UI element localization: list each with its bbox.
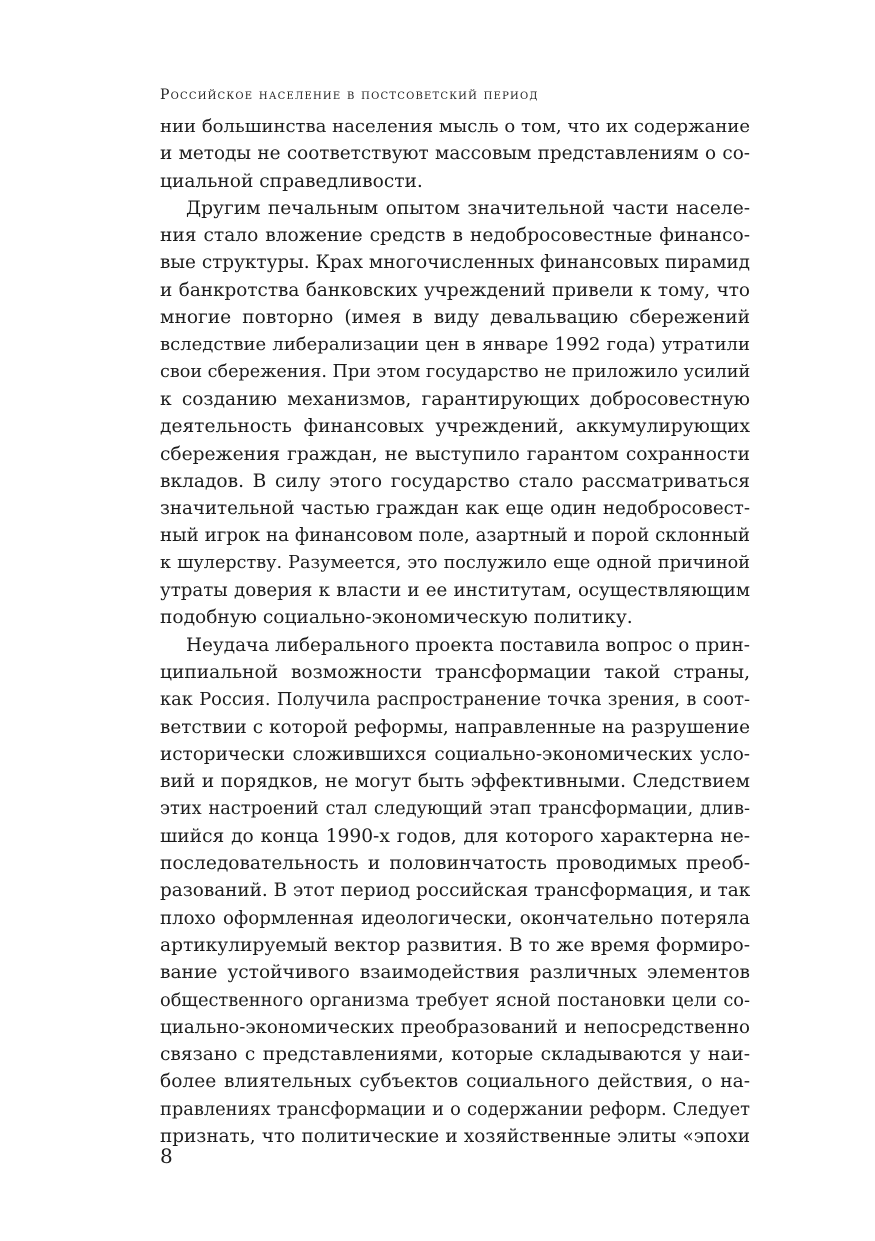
text-line: этих настроений стал следующий этап трансформации, длив-	[160, 798, 750, 820]
text-line: разований. В этот период российская трансформация, и так	[160, 880, 750, 902]
text-line: значительной частью граждан как еще один недобросовест-	[160, 498, 750, 520]
text-line: признать, что политические и хозяйственные элиты «эпохи	[160, 1125, 750, 1147]
text-line: свои сбережения. При этом государство не приложило усилий	[160, 361, 750, 382]
text-line: ния стало вложение средств в недобросовестные финансо-	[160, 225, 750, 247]
text-line: подобную социально-экономическую политику.	[160, 607, 633, 629]
text-line: более влиятельных субъектов социального действия, о на-	[160, 1071, 750, 1093]
text-line: циально-экономических преобразований и непосредственно	[160, 1016, 750, 1038]
text-line: артикулируемый вектор развития. В то же время формиро-	[160, 934, 750, 956]
text-line: к созданию механизмов, гарантирующих добросовестную	[160, 388, 750, 410]
text-line: последовательность и половинчатость проводимых преоб-	[160, 853, 750, 875]
text-line: вание устойчивого взаимодействия различных элементов	[160, 962, 750, 984]
text-line: Другим печальным опытом значительной части населе-	[186, 197, 750, 219]
text-line: многие повторно (имея в виду девальвацию сбережений	[160, 307, 750, 329]
text-line: утраты доверия к власти и ее институтам, осуществляющим	[160, 580, 750, 602]
text-line: ный игрок на финансовом поле, азартный и порой склонный	[160, 525, 750, 547]
page-number: 8	[160, 1144, 173, 1168]
text-line: вий и порядков, не могут быть эффективными. Следствием	[160, 771, 750, 793]
text-line: шийся до конца 1990-х годов, для которого характерна не-	[160, 825, 750, 847]
body-text	[160, 113, 750, 1150]
text-line: сбережения граждан, не выступило гарантом сохранности	[160, 443, 750, 465]
text-line: Неудача либерального проекта поставила вопрос о прин-	[186, 634, 750, 656]
text-line: к шулерству. Разумеется, это послужило еще одной причиной	[160, 552, 750, 573]
text-line: и методы не соответствуют массовым представлениям о со-	[160, 143, 750, 165]
text-line: и банкротства банковских учреждений привели к тому, что	[160, 279, 750, 301]
text-line: исторически сложившихся социально-экономических усло-	[160, 743, 750, 765]
text-line: ципиальной возможности трансформации такой страны,	[160, 661, 750, 683]
text-line: нии большинства населения мысль о том, что их содержание	[160, 116, 750, 137]
text-line: вследствие либерализации цен в январе 1992 года) утратили	[160, 334, 750, 356]
text-line: циальной справедливости.	[160, 170, 423, 192]
text-line: связано с представлениями, которые складываются у наи-	[160, 1044, 750, 1066]
text-line: деятельность финансовых учреждений, аккумулирующих	[160, 416, 750, 438]
text-line: ветствии с которой реформы, направленные на разрушение	[160, 716, 750, 738]
running-header: Российское население в постсоветский период	[160, 87, 539, 103]
text-line: вые структуры. Крах многочисленных финансовых пирамид	[160, 252, 750, 274]
text-line: правлениях трансформации и о содержании реформ. Следует	[160, 1098, 750, 1120]
text-line: как Россия. Получила распространение точка зрения, в соот-	[160, 689, 750, 711]
text-line: общественного организма требует ясной постановки цели со-	[160, 989, 750, 1011]
text-line: плохо оформленная идеологически, окончательно потеряла	[160, 907, 750, 929]
text-line: вкладов. В силу этого государство стало рассматриваться	[160, 470, 750, 492]
